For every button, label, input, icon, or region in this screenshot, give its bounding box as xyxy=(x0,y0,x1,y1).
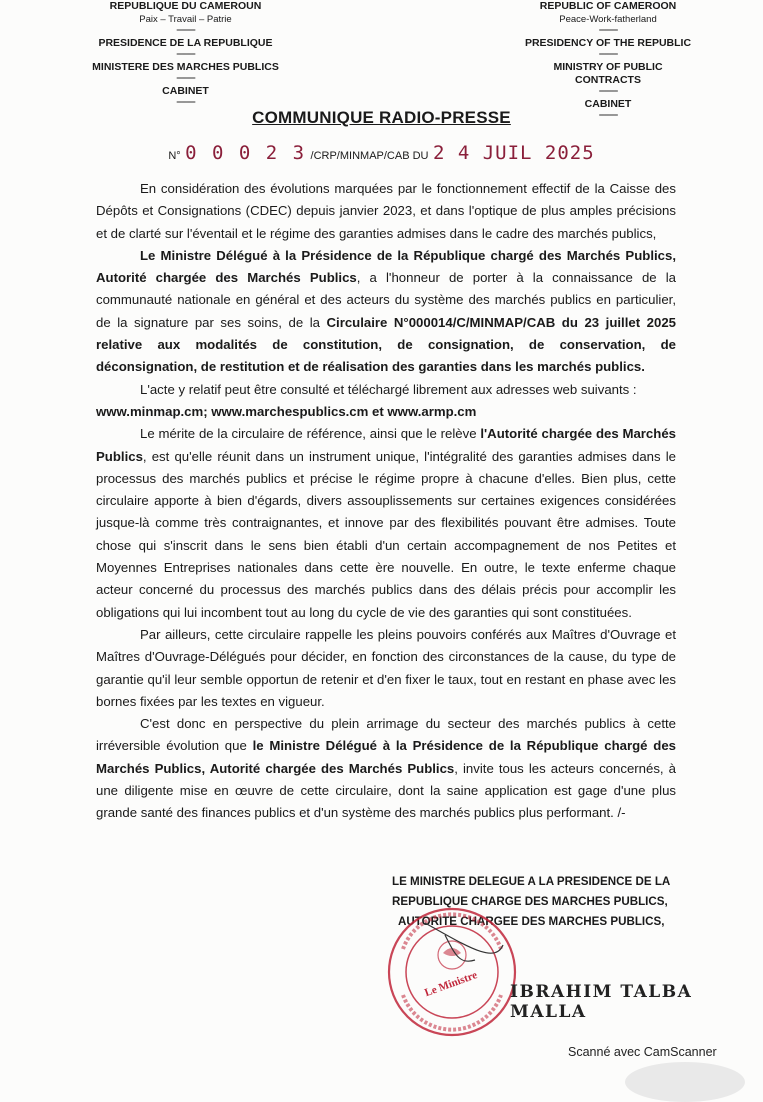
motto-fr: Paix – Travail – Patrie xyxy=(139,14,232,25)
country-fr: REPUBLIQUE DU CAMEROUN xyxy=(109,0,262,12)
signatory-line-1: LE MINISTRE DELEGUE A LA PRESIDENCE DE LA xyxy=(392,875,671,888)
ministry-en: MINISTRY OF PUBLIC CONTRACTS xyxy=(553,61,663,86)
corner-shadow xyxy=(625,1062,745,1102)
signatory-name: IBRAHIM TALBA MALLA xyxy=(510,982,693,1022)
cabinet-fr: CABINET xyxy=(162,85,209,97)
presidency-en: PRESIDENCY OF THE REPUBLIC xyxy=(524,37,692,49)
paragraph xyxy=(96,245,676,379)
signatory-line-2: REPUBLIQUE CHARGE DES MARCHES PUBLICS, xyxy=(392,895,668,908)
header-left xyxy=(88,0,283,109)
paragraph-text: , invite tous les acteurs concernés, à une diligente mise en œuvre de cette circulaire, dont la saine application est gage d'une plus grande santé des finances publics et d'un système des marchés publics plus performant. /- xyxy=(96,760,676,821)
cabinet-en: CABINET xyxy=(584,98,632,110)
paragraph-text: , est qu'elle réunit dans un instrument unique, l'intégralité des garanties admises dans le processus des marchés publics et précise le régime propre à chacune d'elles. Bien plus, cette circulaire apporte à bien d'égards, divers assouplissements sur certaines exigences considérées jusque-là comme très contraignantes, et innove par des flexibilités pouvant être admises. Toute chose qui s'inscrit dans le sens bien établi d'un certain accompagnement de nos Petites et Moyennes Entreprises nationales dans cette ère nouvelle. En outre, le texte enferme chaque acteur concerné du processus des marchés publics dans des délais précis pour accomplir les obligations qui lui incombent tout au long du cycle de vie des garanties qui sont constituées. xyxy=(96,448,676,620)
paragraph xyxy=(96,713,676,824)
paragraph xyxy=(96,379,676,401)
divider: ----------- xyxy=(176,97,195,106)
websites-line xyxy=(96,401,676,423)
motto-en: Peace-Work-fatherland xyxy=(559,14,657,25)
reference-number-stamp: 0 0 0 2 3 xyxy=(185,142,307,164)
minister-title: Le Ministre Délégué à la Présidence de la République chargé des Marchés Publics, Autorité chargée des Marchés Publics xyxy=(96,247,676,286)
paragraph-text: C'est donc en perspective du plein arrimage du secteur des marchés publics à cette irréversible évolution que xyxy=(96,716,676,754)
circular-reference: Circulaire N°000014/C/MINMAP/CAB du 23 juillet 2025 relative aux modalités de constitution, de consignation, de conservation, de déconsignation, de restitution et de réalisation des garanties dans les marchés publics. xyxy=(96,314,676,375)
divider: ----------- xyxy=(598,86,618,95)
paragraph-text: En considération des évolutions marquées par le fonctionnement effectif de la Caisse des Dépôts et Consignations (CDEC) depuis janvier 2023, et dans l'optique de plus amples précisions et de clarté sur l'éventail et le régime des garanties admises dans le cadre des marchés publics, xyxy=(96,181,676,241)
official-seal-icon xyxy=(385,905,520,1040)
divider: ----------- xyxy=(176,25,195,34)
divider: ----------- xyxy=(176,73,195,82)
reference-code: /CRP/MINMAP/CAB DU xyxy=(310,150,429,162)
website-links: www.minmap.cm; www.marchespublics.cm et www.armp.cm xyxy=(96,403,477,419)
country-en: REPUBLIC OF CAMEROON xyxy=(539,0,677,12)
reference-prefix: N° xyxy=(168,150,181,162)
scanner-watermark: Scanné avec CamScanner xyxy=(568,1045,717,1059)
seal-center-text: Le Ministre xyxy=(423,969,479,1000)
paragraph-text: , a l'honneur de porter à la connaissance de la communauté nationale en général et des acteurs du système des marchés publics en particulier, de la signature par ses soins, de la xyxy=(96,270,676,330)
paragraph-text: Par ailleurs, cette circulaire rappelle les pleins pouvoirs conférés aux Maîtres d'Ouvrage et Maîtres d'Ouvrage-Délégués pour décider, en fonction des circonstances de la cause, du type de garantie qu'il leur semble opportun de retenir et d'en fixer le taux, tout en restant en phase avec les bornes fixées par les textes en vigueur. xyxy=(96,626,676,709)
reference-line xyxy=(0,142,763,164)
communique-body xyxy=(96,178,676,825)
ministry-fr: MINISTERE DES MARCHES PUBLICS xyxy=(92,61,279,73)
document-title: COMMUNIQUE RADIO-PRESSE xyxy=(252,108,511,127)
paragraph-text: L'acte y relatif peut être consulté et téléchargé librement aux adresses web suivants : xyxy=(140,381,637,397)
divider: ----------- xyxy=(598,110,618,119)
divider: ----------- xyxy=(598,49,618,58)
divider: ----------- xyxy=(598,25,618,34)
header-right xyxy=(523,0,693,122)
divider: ----------- xyxy=(176,49,195,58)
paragraph xyxy=(96,624,676,713)
paragraph xyxy=(96,178,676,245)
signatory-line-3: AUTORITE CHARGEE DES MARCHES PUBLICS, xyxy=(398,915,665,928)
paragraph-text: Le mérite de la circulaire de référence, ainsi que le relève xyxy=(140,426,481,442)
minister-title: le Ministre Délégué à la Présidence de la République chargé des Marchés Publics, Autorité chargée des Marchés Publics xyxy=(96,738,676,776)
reference-date-stamp: 2 4 JUIL 2025 xyxy=(432,142,595,164)
authority-name: l'Autorité chargée des Marchés Publics xyxy=(96,426,676,464)
presidency-fr: PRESIDENCE DE LA REPUBLIQUE xyxy=(98,37,273,49)
paragraph xyxy=(96,423,676,624)
